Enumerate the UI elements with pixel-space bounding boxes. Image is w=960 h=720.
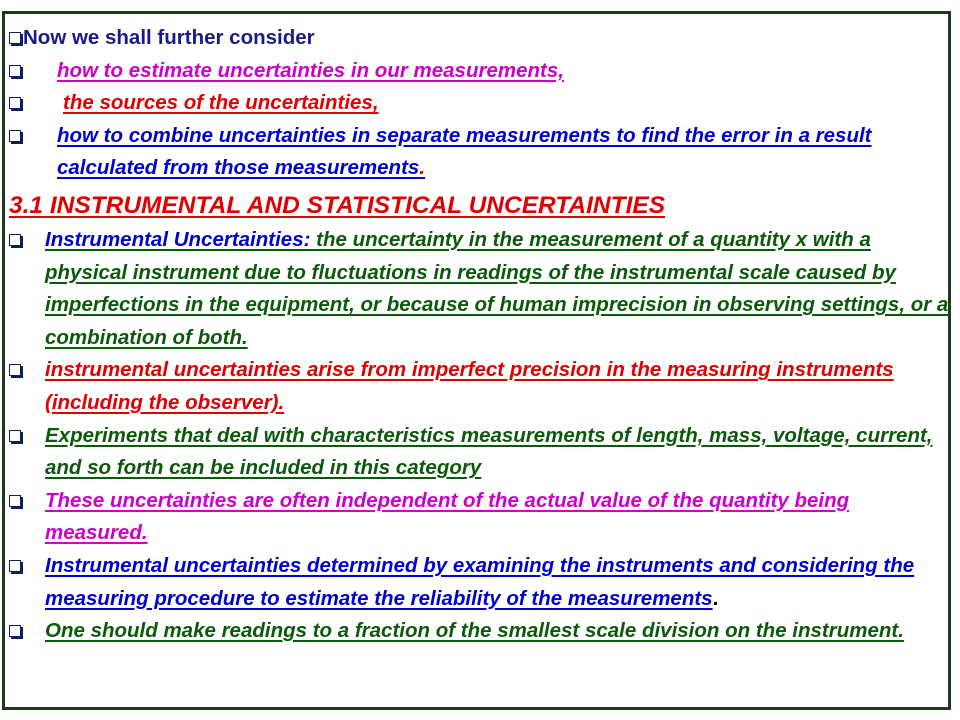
- point-determined-end: .: [712, 586, 719, 610]
- point-readings-text: One should make readings to a fraction of the smallest scale division on the instrument.: [45, 619, 904, 643]
- consider-item-text: [57, 120, 949, 185]
- checkbox-bullet-icon: [9, 430, 21, 442]
- checkbox-bullet-icon: [9, 97, 21, 109]
- point-determined-body: Instrumental uncertainties determined by examining the instruments and considering the measuring procedure to estimate the reliability of the measurements: [45, 553, 915, 610]
- point-determined: [9, 550, 949, 615]
- checkbox-bullet-icon: [9, 495, 21, 507]
- intro-line: [9, 22, 949, 55]
- checkbox-bullet-icon: [9, 32, 21, 44]
- consider-item-text: how to estimate uncertainties in our measurements,: [57, 58, 564, 82]
- checkbox-bullet-icon: [9, 560, 21, 572]
- point-arise: [9, 354, 949, 419]
- consider-item-end: .: [419, 156, 425, 180]
- checkbox-bullet-icon: [9, 364, 21, 376]
- consider-item: [9, 55, 949, 88]
- point-definition: [9, 224, 949, 354]
- consider-item: [9, 87, 949, 120]
- checkbox-bullet-icon: [9, 234, 21, 246]
- point-independent-text: These uncertainties are often independent of the actual value of the quantity being measured.: [45, 488, 850, 545]
- section-heading: 3.1 INSTRUMENTAL AND STATISTICAL UNCERTAINTIES: [9, 191, 666, 219]
- consider-item: [9, 120, 949, 185]
- checkbox-bullet-icon: [9, 130, 21, 142]
- checkbox-bullet-icon: [9, 625, 21, 637]
- point-readings: [9, 615, 949, 648]
- point-definition-text: [45, 224, 949, 354]
- checkbox-bullet-icon: [9, 65, 21, 77]
- point-experiments: [9, 420, 949, 485]
- intro-text: Now we shall further consider: [23, 26, 315, 49]
- point-independent: [9, 485, 949, 550]
- consider-item-text: the sources of the uncertainties,: [63, 91, 379, 115]
- point-arise-text: instrumental uncertainties arise from imperfect precision in the measuring instruments (including the observer).: [45, 358, 894, 414]
- slide-content: [9, 22, 949, 648]
- consider-item-body: how to combine uncertainties in separate measurements to find the error in a result calculated from those measurements: [57, 123, 872, 180]
- definition-body: the uncertainty in the measurement of a quantity x with a physical instrument due to fluctuations in readings of the instrumental scale caused by imperfections in the equipment, or because of human imprecision in observing settings, or a combination of both.: [45, 227, 949, 349]
- point-determined-text: [45, 550, 949, 615]
- definition-term: Instrumental Uncertainties:: [45, 227, 311, 251]
- point-experiments-text: Experiments that deal with characteristics measurements of length, mass, voltage, current, and so forth can be included in this category: [45, 423, 933, 480]
